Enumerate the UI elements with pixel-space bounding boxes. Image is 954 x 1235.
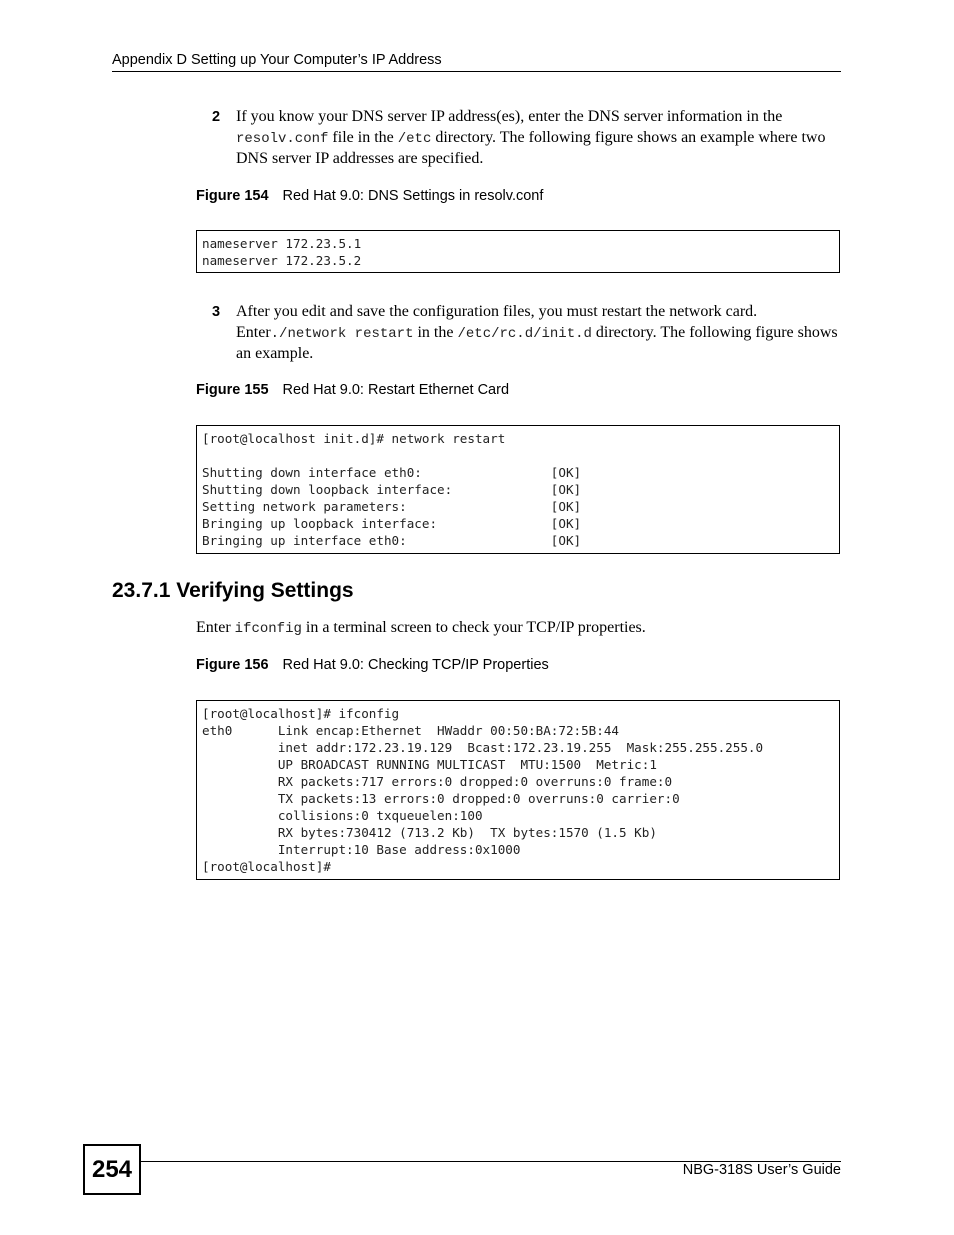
code-line: [root@localhost init.d]# network restart <box>202 431 506 446</box>
step-text-part: directory. The following figure shows an example where two DNS server IP addresses are specified. <box>236 128 826 167</box>
code-line: nameserver 172.23.5.2 <box>202 253 362 268</box>
code-line: nameserver 172.23.5.1 <box>202 236 362 251</box>
code-inline-network-restart: ./network restart <box>270 325 414 342</box>
step-text-part: in the <box>413 323 458 341</box>
code-inline-etc: /etc <box>397 130 432 147</box>
code-line: eth0 Link encap:Ethernet HWaddr 00:50:BA:72:5B:44 <box>202 723 620 738</box>
figure-caption-text: Red Hat 9.0: Checking TCP/IP Properties <box>282 657 549 673</box>
step-text <box>236 107 842 170</box>
code-line: TX packets:13 errors:0 dropped:0 overruns:0 carrier:0 <box>202 791 680 806</box>
step-3 <box>212 302 842 365</box>
code-inline-ifconfig: ifconfig <box>234 621 302 637</box>
code-line <box>202 447 834 464</box>
code-line: Bringing up loopback interface: [OK] <box>202 516 582 531</box>
section-title: 23.7.1 Verifying Settings <box>112 579 354 602</box>
code-line: RX packets:717 errors:0 dropped:0 overruns:0 frame:0 <box>202 774 673 789</box>
para-text: Enter <box>196 619 235 636</box>
figure-caption-text: Red Hat 9.0: Restart Ethernet Card <box>282 382 510 398</box>
running-header: Appendix D Setting up Your Computer’s IP Address <box>112 52 442 68</box>
step-text <box>236 302 842 365</box>
step-text-part: If you know your DNS server IP address(es), enter the DNS server information in the <box>236 108 783 125</box>
step-text-part: directory. The following figure shows an example. <box>236 323 838 362</box>
figure-label: Figure 155 <box>196 382 269 398</box>
section-paragraph <box>196 618 646 639</box>
code-line: Interrupt:10 Base address:0x1000 <box>202 842 521 857</box>
step-number: 3 <box>212 304 221 320</box>
code-box-ifconfig <box>196 700 840 880</box>
step-number: 2 <box>212 109 221 125</box>
code-line: Bringing up interface eth0: [OK] <box>202 533 582 548</box>
code-line: Shutting down loopback interface: [OK] <box>202 482 582 497</box>
code-box-dns <box>196 230 840 273</box>
code-line: collisions:0 txqueuelen:100 <box>202 808 483 823</box>
figure-label: Figure 154 <box>196 188 269 204</box>
figure-label: Figure 156 <box>196 657 269 673</box>
figure-155-caption <box>196 382 509 398</box>
code-box-restart <box>196 425 840 554</box>
code-line: [root@localhost]# ifconfig <box>202 706 400 721</box>
step-text-part: file in the <box>328 128 398 146</box>
code-line: UP BROADCAST RUNNING MULTICAST MTU:1500 Metric:1 <box>202 757 657 772</box>
code-line: inet addr:172.23.19.129 Bcast:172.23.19.255 Mask:255.255.255.0 <box>202 740 764 755</box>
figure-154-caption <box>196 188 543 204</box>
para-text: in a terminal screen to check your TCP/IP properties. <box>301 619 646 636</box>
step-2 <box>212 107 842 170</box>
code-line: Setting network parameters: [OK] <box>202 499 582 514</box>
figure-caption-text: Red Hat 9.0: DNS Settings in resolv.conf <box>282 188 544 204</box>
code-inline-init-dir: /etc/rc.d/init.d <box>457 325 592 342</box>
code-line: RX bytes:730412 (713.2 Kb) TX bytes:1570 (1.5 Kb) <box>202 825 657 840</box>
code-line: Shutting down interface eth0: [OK] <box>202 465 582 480</box>
figure-156-caption <box>196 657 549 673</box>
page-number: 254 <box>83 1144 141 1195</box>
step-text-part: After you edit and save the configuration files, you must restart the network card. Enter <box>236 303 758 341</box>
footer-guide-title: NBG-318S User’s Guide <box>682 1162 841 1178</box>
header-rule <box>112 71 841 72</box>
code-inline-resolv: resolv.conf <box>236 130 329 147</box>
code-line: [root@localhost]# <box>202 859 331 874</box>
